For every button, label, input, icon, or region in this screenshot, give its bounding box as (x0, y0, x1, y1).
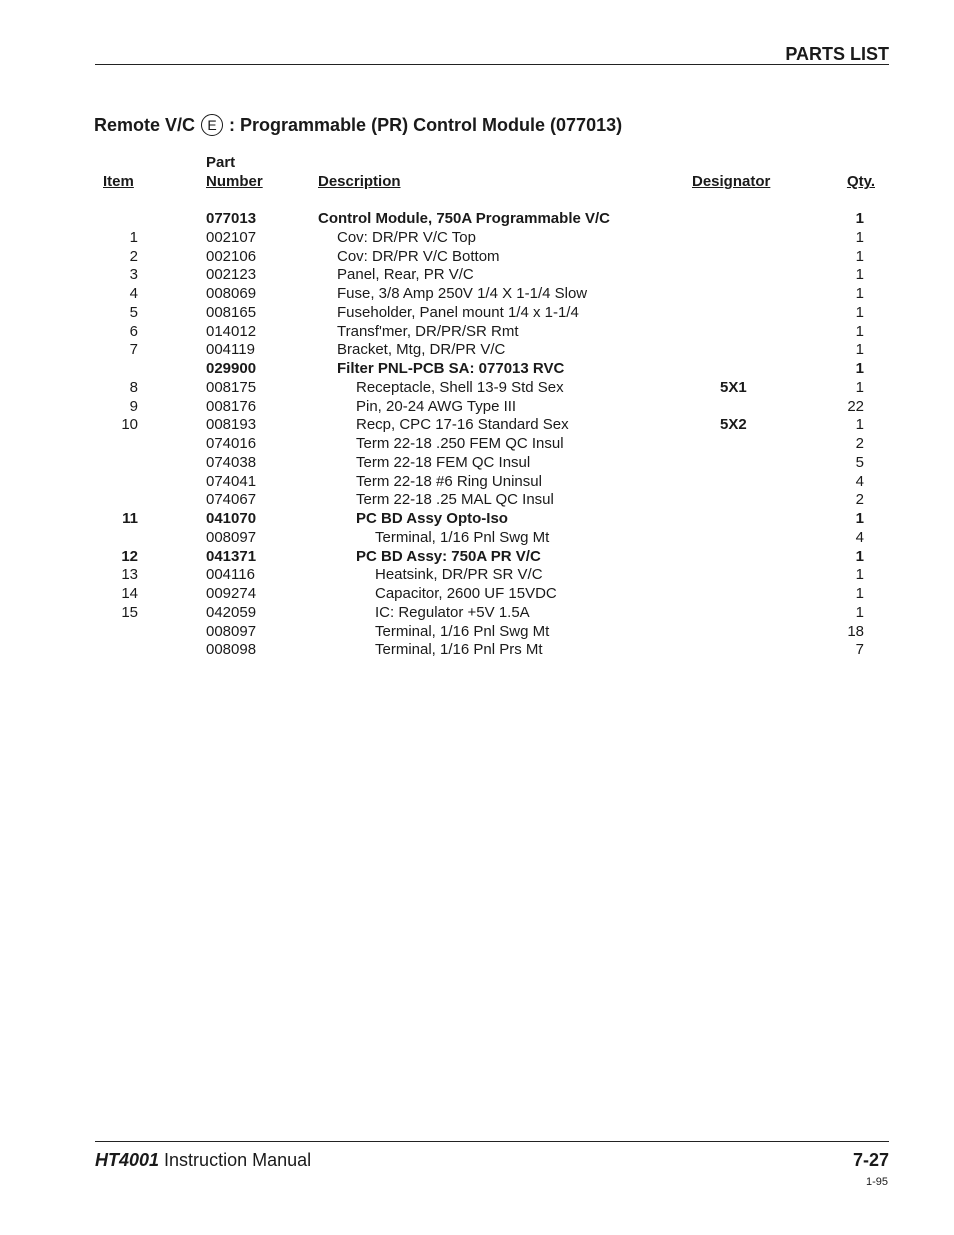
part-description: Transf'mer, DR/PR/SR Rmt (337, 323, 519, 340)
quantity: 22 (847, 398, 864, 415)
part-description: Capacitor, 2600 UF 15VDC (375, 585, 557, 602)
part-number: 008069 (206, 285, 257, 302)
part-number: 009274 (206, 585, 257, 602)
quantity: 2 (855, 435, 864, 452)
quantity: 1 (855, 341, 864, 358)
part-number: 008165 (206, 304, 257, 321)
part-description: Term 22-18 .250 FEM QC Insul (356, 435, 564, 452)
quantity: 7 (855, 641, 864, 658)
item-number: 4 (129, 285, 138, 302)
quantity: 1 (855, 323, 864, 340)
quantity: 2 (855, 491, 864, 508)
part-number: 074067 (206, 491, 257, 508)
quantity: 5 (855, 454, 864, 471)
part-description: Terminal, 1/16 Pnl Swg Mt (375, 623, 550, 640)
section-header (95, 42, 889, 65)
page-number: 7-27 (852, 1150, 889, 1170)
revision-date: 1-95 (865, 1176, 888, 1188)
title-suffix: : Programmable (PR) Control Module (077013) (229, 115, 623, 135)
part-description: IC: Regulator +5V 1.5A (375, 604, 530, 621)
part-description: Fuseholder, Panel mount 1/4 x 1-1/4 (337, 304, 579, 321)
part-number: 008098 (206, 641, 257, 658)
part-description: Cov: DR/PR V/C Top (337, 229, 476, 246)
item-number: 14 (121, 585, 138, 602)
qty-header: Qty. (846, 173, 875, 190)
quantity: 1 (855, 566, 864, 583)
quantity: 1 (855, 379, 864, 396)
item-number: 9 (129, 398, 138, 415)
part-number-header: Number (206, 173, 263, 190)
footer-manual-title (95, 1150, 311, 1171)
item-number: 15 (121, 604, 138, 621)
designator: 5X1 (720, 379, 747, 396)
part-description: Terminal, 1/16 Pnl Prs Mt (375, 641, 543, 658)
part-number: 074016 (206, 435, 257, 452)
quantity: 4 (855, 473, 864, 490)
part-description: Term 22-18 .25 MAL QC Insul (356, 491, 554, 508)
part-number: 042059 (206, 604, 257, 621)
section-title: PARTS LIST (785, 44, 889, 64)
quantity: 1 (855, 548, 864, 565)
item-number: 8 (129, 379, 138, 396)
description-header: Description (318, 173, 401, 190)
quantity: 4 (855, 529, 864, 546)
item-number: 1 (129, 229, 138, 246)
part-number: 008175 (206, 379, 257, 396)
part-number: 008176 (206, 398, 257, 415)
part-number: 077013 (206, 210, 257, 227)
quantity: 1 (855, 229, 864, 246)
item-header: Item (103, 173, 134, 190)
part-number: 002106 (206, 248, 257, 265)
quantity: 1 (855, 360, 864, 377)
part-description: Recp, CPC 17-16 Standard Sex (356, 416, 569, 433)
circled-e-icon: E (201, 114, 223, 136)
quantity: 1 (855, 285, 864, 302)
item-number: 10 (121, 416, 138, 433)
part-description: Terminal, 1/16 Pnl Swg Mt (375, 529, 550, 546)
item-number: 5 (129, 304, 138, 321)
part-number: 004119 (206, 341, 255, 358)
part-number: 008097 (206, 529, 257, 546)
quantity: 1 (855, 604, 864, 621)
part-number: 029900 (206, 360, 257, 377)
page-title (94, 114, 622, 136)
part-description: PC BD Assy Opto-Iso (356, 510, 508, 527)
part-number: 008193 (206, 416, 257, 433)
quantity: 1 (855, 304, 864, 321)
part-number: 014012 (206, 323, 257, 340)
part-description: Term 22-18 FEM QC Insul (356, 454, 531, 471)
part-number: 041070 (206, 510, 257, 527)
part-number: 074038 (206, 454, 257, 471)
footer-manual: Instruction Manual (159, 1150, 312, 1170)
part-number: 041371 (206, 548, 257, 565)
item-number: 11 (122, 510, 138, 527)
designator-header: Designator (692, 173, 771, 190)
quantity: 1 (855, 210, 864, 227)
quantity: 1 (855, 585, 864, 602)
footer-divider (95, 1141, 889, 1142)
part-number: 002107 (206, 229, 257, 246)
item-number: 7 (129, 341, 138, 358)
part-number: 008097 (206, 623, 257, 640)
designator: 5X2 (720, 416, 747, 433)
part-description: Cov: DR/PR V/C Bottom (337, 248, 500, 265)
part-header-top: Part (206, 154, 236, 171)
quantity: 18 (847, 623, 864, 640)
part-number: 004116 (206, 566, 255, 583)
item-number: 12 (121, 548, 138, 565)
part-description: Receptacle, Shell 13-9 Std Sex (356, 379, 564, 396)
item-number: 3 (129, 266, 138, 283)
item-number: 6 (129, 323, 138, 340)
quantity: 1 (855, 416, 864, 433)
part-number: 002123 (206, 266, 257, 283)
part-description: Fuse, 3/8 Amp 250V 1/4 X 1-1/4 Slow (337, 285, 588, 302)
footer-model: HT4001 (95, 1150, 160, 1170)
part-description: Heatsink, DR/PR SR V/C (375, 566, 543, 583)
part-description: Pin, 20-24 AWG Type III (356, 398, 517, 415)
quantity: 1 (855, 510, 864, 527)
item-number: 2 (129, 248, 138, 265)
item-number: 13 (121, 566, 138, 583)
title-prefix: Remote V/C (94, 115, 196, 135)
part-description: PC BD Assy: 750A PR V/C (356, 548, 541, 565)
part-description: Term 22-18 #6 Ring Uninsul (356, 473, 542, 490)
part-description: Panel, Rear, PR V/C (337, 266, 474, 283)
part-description: Control Module, 750A Programmable V/C (318, 210, 610, 227)
quantity: 1 (855, 248, 864, 265)
quantity: 1 (855, 266, 864, 283)
part-number: 074041 (206, 473, 257, 490)
part-description: Filter PNL-PCB SA: 077013 RVC (337, 360, 565, 377)
part-description: Bracket, Mtg, DR/PR V/C (337, 341, 506, 358)
